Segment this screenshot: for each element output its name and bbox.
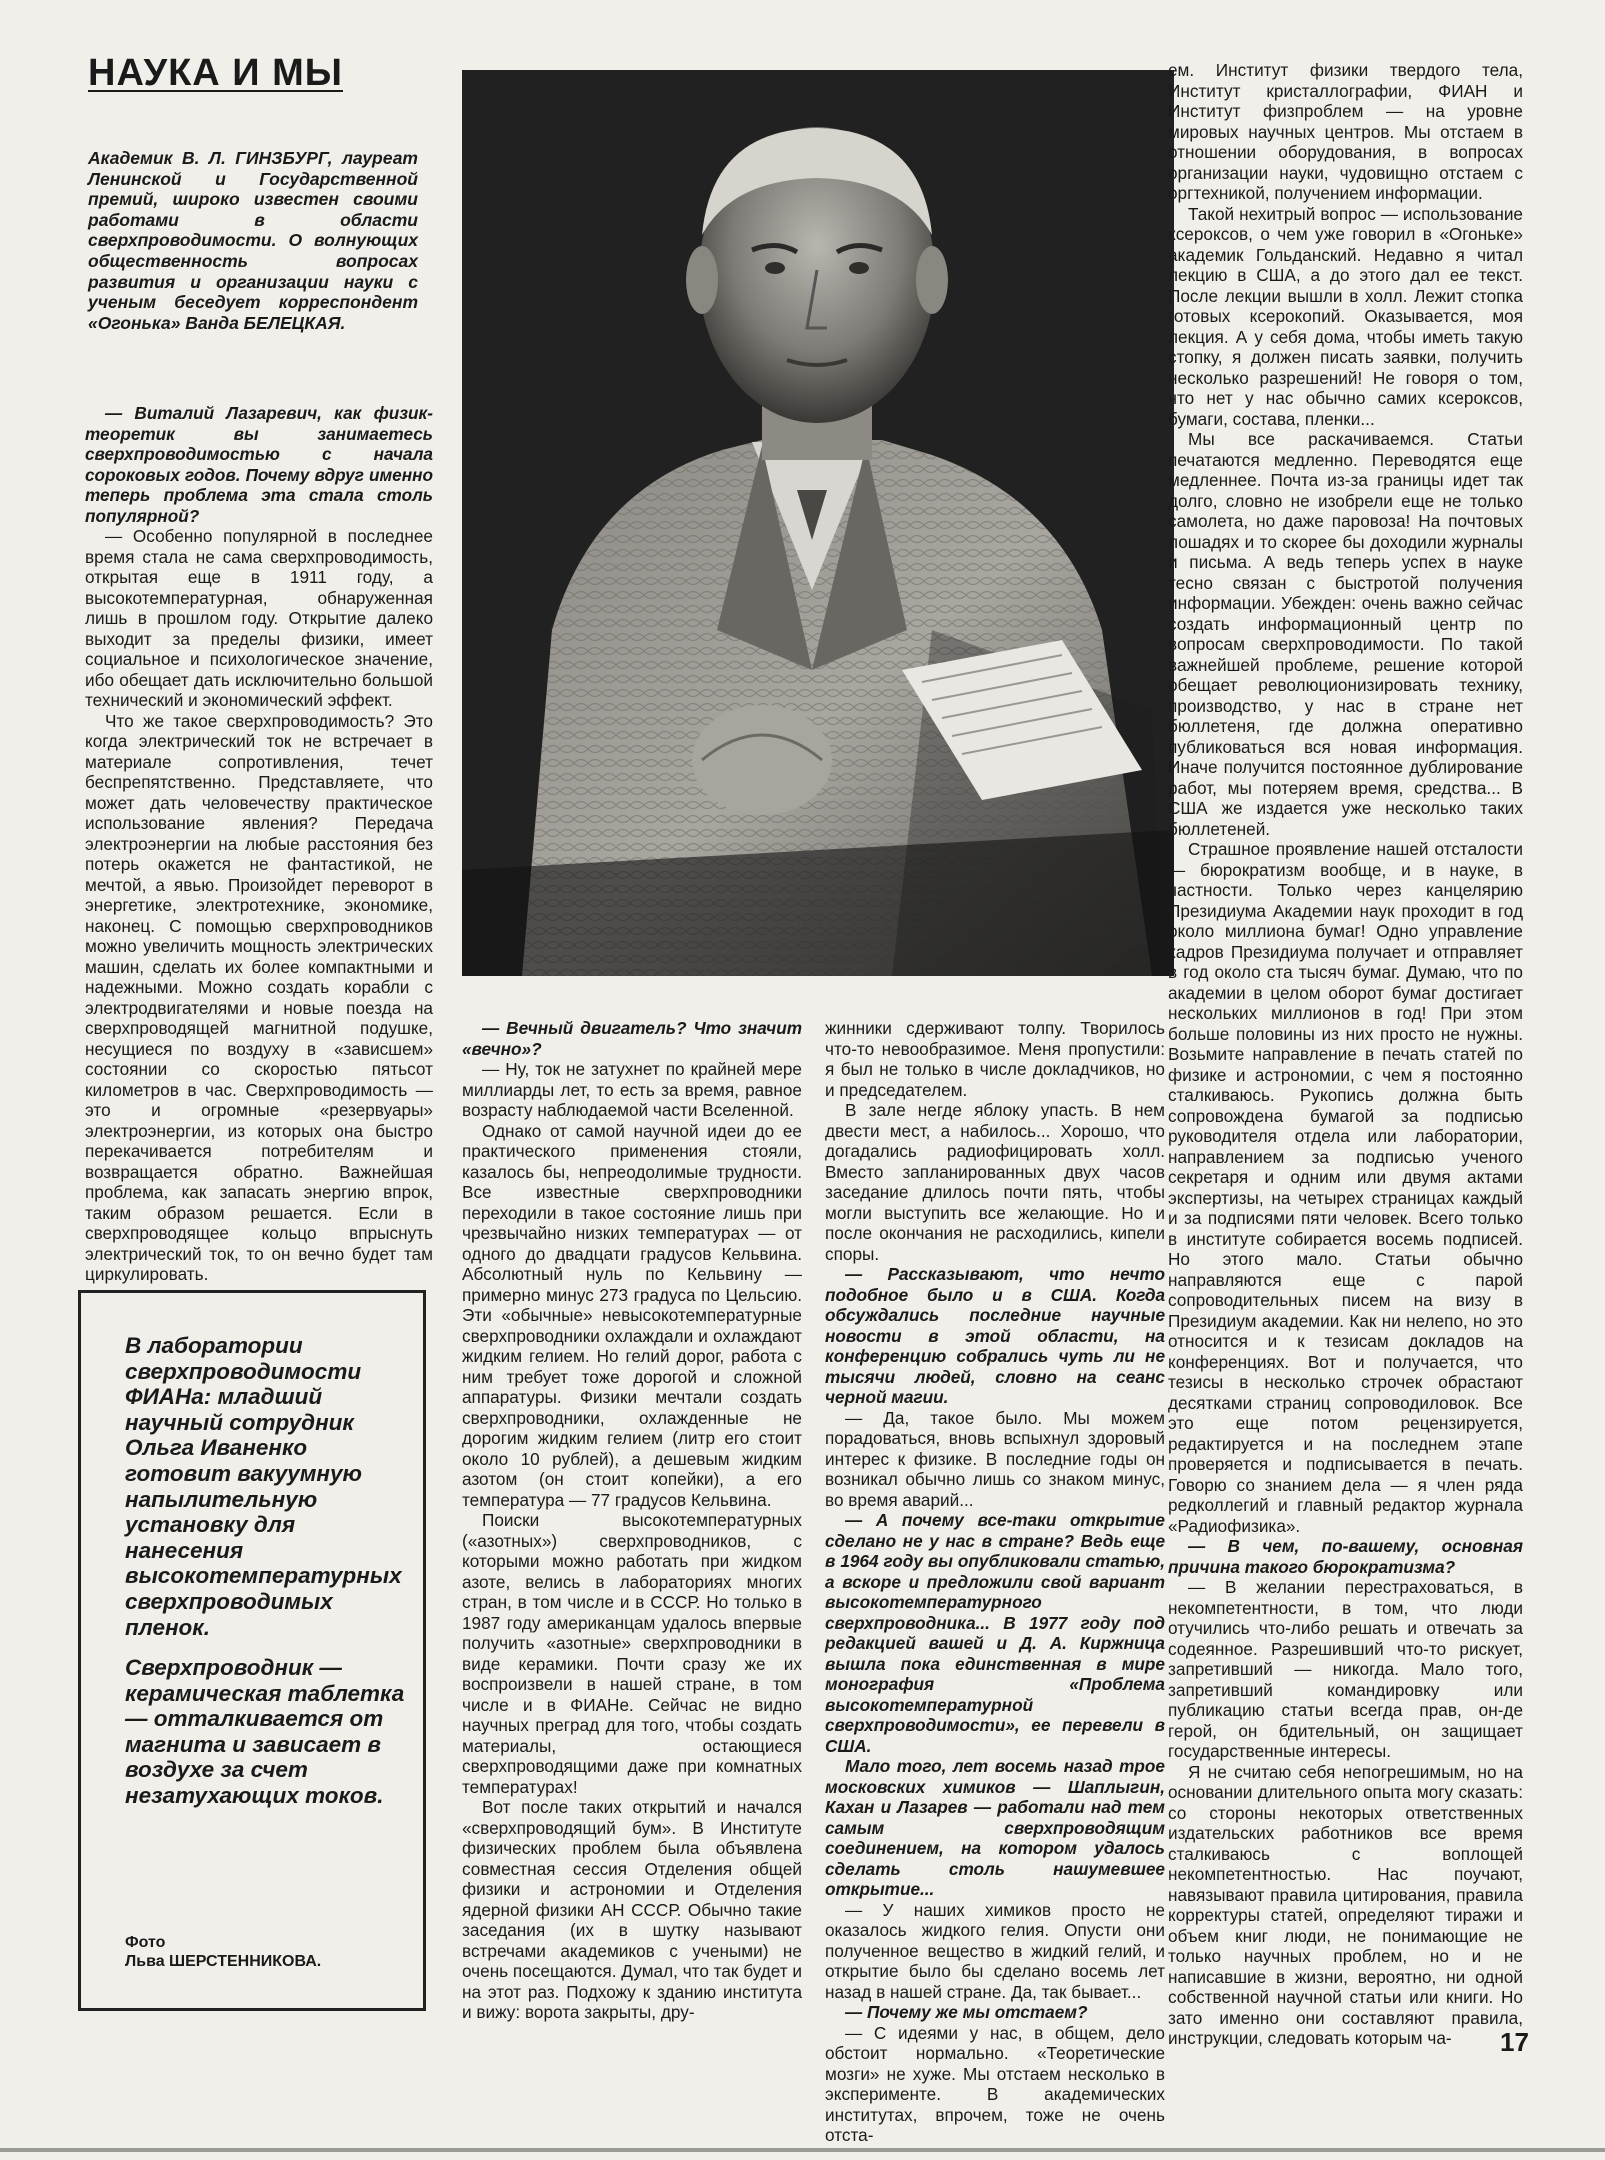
col2-paragraph: Вот после таких открытий и начался «сверхпроводящий бум». В Институте физических проблем была объявлена совместная сессия Отделения общей физики и астрономии и Отделения ядерной физики АН СССР. Обычно такие заседания (их в шутку называют встречами академиков с учеными) не очень посещаются. Думал, что так будет и на этот раз. Подхожу к зданию института и вижу: ворота закрыты, дру- <box>462 1797 802 2022</box>
photo-credit-name: Льва ШЕРСТЕННИКОВА. <box>125 1953 322 1970</box>
col3-paragraph: — Почему же мы отстаем? <box>845 2002 1088 2022</box>
col3-paragraph: — У наших химиков просто не оказалось жидкого гелия. Опусти они полученное вещество в жидкий гелий, и открытие было бы сделано восемь лет назад в нашей стране. Да, так бывает... <box>825 1899 1165 2002</box>
photo-credit-label: Фото <box>125 1934 166 1951</box>
col3-paragraph: жинники сдерживают толпу. Творилось что-то невообразимое. Меня пропустили: я был не только в числе докладчиков, но и председателем. <box>825 1018 1165 1100</box>
article-intro: Академик В. Л. ГИНЗБУРГ, лауреат Ленинской и Государственной премий, широко известен своими работами в области сверхпроводимости. О волнующих общественность вопросах развития и организации науки с ученым беседует корреспондент «Огонька» Ванда БЕЛЕЦКАЯ. <box>88 148 418 333</box>
photo-caption-laboratory: В лаборатории сверхпроводимости ФИАНа: младший научный сотрудник Ольга Иваненко готовит вакуумную напылительную установку для нанесения высокотемпературных сверхпроводимых пленок. <box>125 1333 402 1640</box>
col2-paragraph: — Ну, ток не затухнет по крайней мере миллиарды лет, то есть за время, равное возрасту наблюдаемой части Вселенной. <box>462 1059 802 1120</box>
col2-paragraph: — Вечный двигатель? Что значит «вечно»? <box>462 1018 802 1059</box>
col1-paragraph: — Виталий Лазаревич, как физик-теоретик вы занимаетесь сверхпроводимостью с начала сороковых годов. Почему вдруг именно теперь проблема эта стала столь популярной? <box>85 403 433 526</box>
text-column-3 <box>825 1018 1165 2146</box>
col4-paragraph: ем. Институт физики твердого тела, Институт кристаллографии, ФИАН и Институт физпроблем — на уровне мировых научных центров. Мы отстаем в отношении оборудования, в вопросах организации науки, чудовищно отстаем с оргтехникой, получением информации. <box>1168 60 1523 203</box>
photo-caption-box <box>78 1290 426 2011</box>
photo-caption-superconductor: Сверхпроводник — керамическая таблетка — отталкивается от магнита и зависает в воздухе за счет незатухающих токов. <box>125 1655 405 1808</box>
photo-credit <box>125 1933 321 1971</box>
page-bottom-edge <box>0 2148 1605 2152</box>
text-column-4 <box>1168 60 1523 2049</box>
text-column-1 <box>85 403 433 1285</box>
col3-paragraph: — Рассказывают, что нечто подобное было и в США. Когда обсуждались последние научные новости в этой области, на конференцию собрались чуть ли не тысячи людей, словно на сеанс черной магии. <box>825 1264 1165 1407</box>
col3-paragraph: — А почему все-таки открытие сделано не у нас в стране? Ведь еще в 1964 году вы опубликовали статью, а вскоре и предложили свой вариант высокотемпературного сверхпроводника... В 1977 году под редакцией вашей и Д. А. Киржница вышла пока единственная в мире монография «Проблема высокотемпературной сверхпроводимости», ее перевели в США. <box>825 1510 1165 1756</box>
col1-paragraph: — Особенно популярной в последнее время стала не сама сверхпроводимость, открытая еще в 1911 году, а высокотемпературная, обнаруженная лишь в прошлом году. Открытие далеко выходит за пределы физики, имеет социальное и психологическое значение, ибо обещает дать исключительно большой технический и экономический эффект. <box>85 526 433 710</box>
col4-paragraph: Мы все раскачиваемся. Статьи печатаются медленно. Переводятся еще медленнее. Почта из-за границы идет так долго, словно не изобрели еще не только самолета, но даже паровоза! На почтовых лошадях и то скорее бы доходили журналы и письма. А ведь теперь успех в науке тесно связан с быстротой получения информации. Убежден: очень важно сейчас создать информационный центр по вопросам сверхпроводимости. По такой важнейшей проблеме, решение которой обещает революционизировать технику, производство, у нас в стране нет бюллетеня, где должна оперативно публиковаться вся новая информация. Иначе получится постоянное дублирование работ, мы потеряем время, средства... В США же издается уже несколько таких бюллетеней. <box>1168 429 1523 839</box>
col3-paragraph: В зале негде яблоку упасть. В нем двести мест, а набилось... Хорошо, что догадались радиофицировать холл. Вместо запланированных двух часов заседание длилось почти пять, чтобы могли выступить все желающие. Но и после окончания не расходились, кипели споры. <box>825 1100 1165 1264</box>
col3-paragraph: — С идеями у нас, в общем, дело обстоит нормально. «Теоретические мозги» не хуже. Мы отстаем несколько в эксперименте. В академических институтах, впрочем, тоже не очень отста- <box>825 2022 1165 2145</box>
col2-paragraph: Однако от самой научной идеи до ее практического применения стояли, казалось бы, непреодолимые трудности. Все известные сверхпроводники переходили в такое состояние лишь при чрезвычайно низких температурах — от одного до двадцати градусов Кельвина. Абсолютный нуль по Кельвину — примерно минус 273 градуса по Цельсию. Эти «обычные» невысокотемпературные сверхпроводники охлаждали и охлаждают жидким гелием. Но гелий дорог, работа с ним требует тоже дорогой и сложной аппаратуры. Физики мечтали создать сверхпроводники, охлажденные не дорогим жидким гелием (литр его стоит около 10 рублей), а дешевым жидким азотом (он стоит копейки), а его температура — 77 градусов Кельвина. <box>462 1120 802 1510</box>
page-number: 17 <box>1500 2027 1529 2057</box>
col4-paragraph: Страшное проявление нашей отсталости — бюрократизм вообще, и в науке, в частности. Только через канцелярию Президиума Академии наук проходит в год около миллиона бумаг! Одно управление кадров Президиума получает и отправляет в год около ста тысяч бумаг. Думаю, что по академии в целом оборот бумаг достигает нескольких миллионов в год! При этом больше половины из них просто не нужны. Возьмите направление в печать статей по физике и астрономии, с чем я постоянно сталкиваюсь. Рукопись должна быть сопровождена бумагой за подписью руководителя отдела или лаборатории, направлением за подписью ученого секретаря и одним или двумя актами экспертизы, на четырех страницах каждый и за подписями пяти человек. Всего только в институте собирается восемь подписей. Но этого мало. Статьи обычно направляются еще с парой сопроводительных писем на визу в Президиум академии. Как ни нелепо, но это относится и к тезисам докладов на конференциях. Вот и получается, что тезисы в несколько строчек обрастают десятками страниц сопроводиловок. Все это еще потом рецензируется, редактируется и на последнем этапе проверяется и подписывается в печать. Говорю со знанием дела — я член ряда редколлегий и главный редактор журнала «Радиофизика». <box>1168 839 1523 1536</box>
col4-paragraph: Я не считаю себя непогрешимым, но на основании длительного опыта могу сказать: со стороны некоторых ответственных издательских работников все время сталкиваюсь с воплощей некомпетентностью. Нас поучают, навязывают правила цитирования, правила корректуры статей, определяют тиражи и объем книг люди, не понимающие не только научных проблем, но и не написавшие в жизни, вероятно, ни одной собственной научной статьи или книги. Но зато именно они составляют правила, инструкции, следовать которым ча- <box>1168 1761 1523 2048</box>
text-column-2 <box>462 1018 802 2023</box>
section-rubric: НАУКА И МЫ <box>88 52 343 94</box>
col1-paragraph: Что же такое сверхпроводимость? Это когда электрический ток не встречает в материале сопротивления, течет беспрепятственно. Представляете, что может дать человечеству практическое использование явления? Передача электроэнергии на любые расстояния без потерь окажется не фантастикой, не мечтой, а явью. Произойдет переворот в энергетике, электротехнике, экономике, наконец. С помощью сверхпроводников можно увеличить мощность электрических машин, сделать их более компактными и надежными. Можно создать корабли с электродвигателями и новые поезда на сверхпроводящей магнитной подушке, несущиеся по воздуху в «зависшем» состоянии со скоростью пятьсот километров в час. Сверхпроводимость — это и огромные «резервуары» электроэнергии, из которых она быстро перекачивается потребителям и возвращается обратно. Важнейшая проблема, как запасать энергию впрок, таким образом решается. Если в сверхпроводящее кольцо впрыснуть электрический ток, то он вечно будет там циркулировать. <box>85 710 433 1284</box>
col3-paragraph: — Да, такое было. Мы можем порадоваться, вновь вспыхнул здоровый интерес к физике. В последние годы он возникал обычно лишь со знаком минус, во время аварий... <box>825 1407 1165 1510</box>
col3-paragraph: Мало того, лет восемь назад трое московских химиков — Шаплыгин, Кахан и Лазарев — работали над тем самым сверхпроводящим соединением, на котором удалось сделать столь нашумевшее открытие... <box>825 1756 1165 1899</box>
col2-paragraph: Поиски высокотемпературных («азотных») сверхпроводников, с которыми можно работать при жидком азоте, велись в лабораториях многих стран, в том числе и в СССР. Но только в 1987 году американцам удалось впервые получить «азотные» сверхпроводники в виде керамики. Почти сразу же их воспроизвели в нашей стране, в том числе и в ФИАНе. Сейчас не видно научных преград для того, чтобы создать материалы, остающиеся сверхпроводящими даже при комнатных температурах! <box>462 1510 802 1797</box>
portrait-photo <box>462 70 1174 976</box>
col4-paragraph: Такой нехитрый вопрос — использование ксероксов, о чем уже говорил в «Огоньке» академик Гольданский. Недавно я читал лекцию в США, а до этого дал ее текст. После лекции вышли в холл. Лежит стопка готовых ксерокопий. Оказывается, моя лекция. А у себя дома, чтобы иметь такую стопку, я должен писать заявки, получить несколько разрешений! Не говоря о том, что нет у нас обычно самих ксероксов, бумаги, состава, пленки... <box>1168 203 1523 429</box>
col4-paragraph: — В чем, по-вашему, основная причина такого бюрократизма? <box>1168 1536 1523 1577</box>
col4-paragraph: — В желании перестраховаться, в некомпетентности, в том, что люди отучились что-либо решать и отвечать за содеянное. Разрешивший что-то рискует, запретивший — никогда. Мало того, запретивший командировку или публикацию статьи всегда прав, он-де герой, он бдительный, он защищает государственные интересы. <box>1168 1577 1523 1761</box>
portrait-illustration <box>462 70 1174 976</box>
